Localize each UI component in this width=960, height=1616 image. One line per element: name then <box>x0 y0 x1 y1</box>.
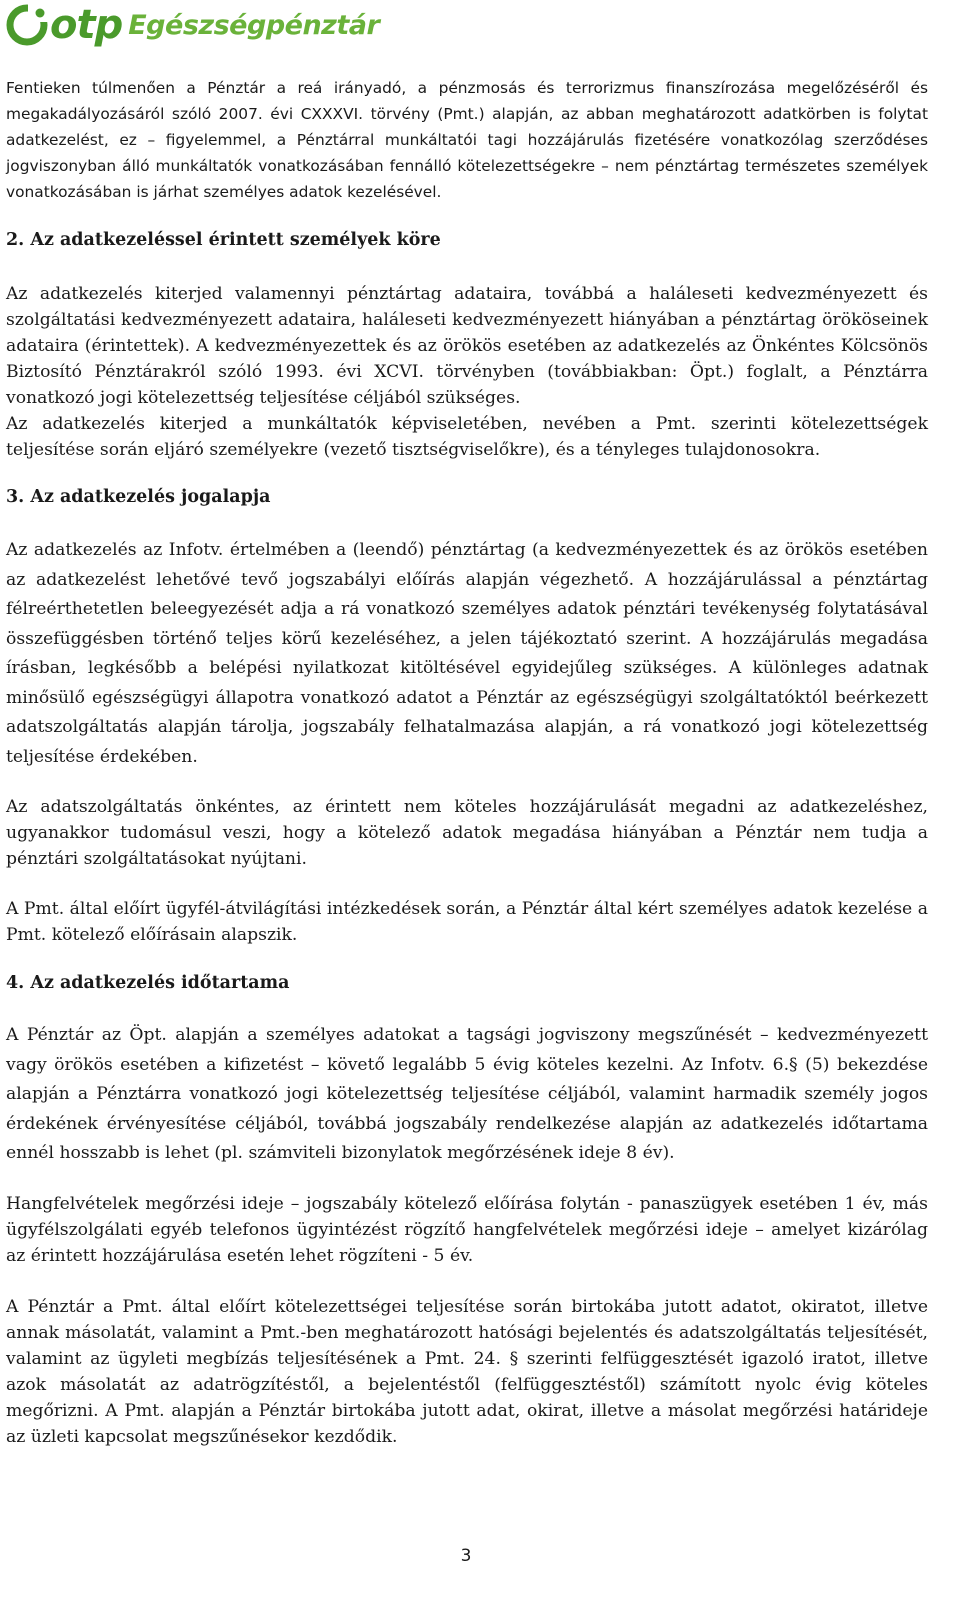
section-2-paragraph-2: Az adatkezelés kiterjed a munkáltatók képviseletében, nevében a Pmt. szerinti kötelezettségek teljesítése során eljáró személyekre (vezető tisztségviselőkre), és a tényleges tulajdonosokra. <box>6 414 928 460</box>
section-3-body-3 <box>6 896 928 948</box>
section-2-body <box>6 281 928 463</box>
section-4-paragraph-1: A Pénztár az Öpt. alapján a személyes adatokat a tagsági jogviszony megszűnését – kedvezményezett vagy örökös esetében a kifizetést – követő legalább 5 évig köteles kezelni. Az Infotv. 6.§ (5) bekezdése alapján a Pénztárra vonatkozó jogi kötelezettség teljesítése céljából, valamint harmadik személy jogos érdekének érvényesítése céljából, továbbá jogszabály rendelkezése alapján az adatkezelés időtartama ennél hosszabb is lehet (pl. számviteli bizonylatok megőrzésének ideje 8 év). <box>6 1025 928 1163</box>
section-2-heading: 2. Az adatkezeléssel érintett személyek köre <box>6 230 441 250</box>
otp-swirl-icon <box>6 4 48 46</box>
section-4-body-3 <box>6 1294 928 1450</box>
section-3-body <box>6 536 928 772</box>
section-3-paragraph-3: A Pmt. által előírt ügyfél-átvilágítási intézkedések során, a Pénztár által kért személyes adatok kezelése a Pmt. kötelező előírásain alapszik. <box>6 899 928 945</box>
logo-otp-text: otp <box>50 2 123 48</box>
intro-paragraph <box>6 75 928 205</box>
section-4-paragraph-3: A Pénztár a Pmt. által előírt kötelezettségei teljesítése során birtokába jutott adatot, okiratot, illetve annak másolatát, valamint a Pmt.-ben meghatározott hatósági bejelentés és adatszolgáltatás teljesítését, valamint az ügyleti megbízás teljesítésének a Pmt. 24. § szerinti felfüggesztését igazoló iratot, illetve azok másolatát az adatrögzítéstől, a bejelentéstől (felfüggesztéstől) számított nyolc évig köteles megőrizni. A Pmt. alapján a Pénztár birtokába jutott adat, okirat, illetve a másolat megőrzési határideje az üzleti kapcsolat megszűnésekor kezdődik. <box>6 1297 928 1447</box>
section-4-body <box>6 1021 928 1169</box>
logo-subtitle: Egészségpénztár <box>128 9 380 41</box>
section-2-paragraph-1: Az adatkezelés kiterjed valamennyi pénztártag adataira, továbbá a haláleseti kedvezményezett és szolgáltatási kedvezményezett adataira, haláleseti kedvezményezett hiányában a pénztártag örököseinek adataira (érintettek). A kedvezményezettek és az örökös esetében az adatkezelés az Önkéntes Kölcsönös Biztosító Pénztárakról szóló 1993. évi XCVI. törvényben (továbbiakban: Öpt.) foglalt, a Pénztárra vonatkozó jogi kötelezettség teljesítése céljából szükséges. <box>6 284 928 408</box>
section-3-paragraph-1: Az adatkezelés az Infotv. értelmében a (leendő) pénztártag (a kedvezményezettek és az örökös esetében az adatkezelést lehetővé tevő jogszabályi előírás alapján végezhető. A hozzájárulással a pénztártag félreérthetetlen beleegyezését adja a rá vonatkozó személyes adatok pénztári tevékenység folytatásával összefüggésben történő teljes körű kezeléséhez, a jelen tájékoztató szerint. A hozzájárulás megadása írásban, legkésőbb a belépési nyilatkozat kitöltésével egyidejűleg szükséges. A különleges adatnak minősülő egészségügyi állapotra vonatkozó adatot a Pénztár az egészségügyi szolgáltatóktól beérkezett adatszolgáltatás alapján tárolja, jogszabály felhatalmazása alapján, a rá vonatkozó jogi kötelezettség teljesítése érdekében. <box>6 540 928 767</box>
otp-logo <box>6 2 379 48</box>
intro-text: Fentieken túlmenően a Pénztár a reá irányadó, a pénzmosás és terrorizmus finanszírozása megelőzéséről és megakadályozásáról szóló 2007. évi CXXXVI. törvény (Pmt.) alapján, az abban meghatározott adatkörben is folytat adatkezelést, ez – figyelemmel, a Pénztárral munkáltatói tagi hozzájárulás fizetésére vonatkozólag szerződéses jogviszonyban álló munkáltatók vonatkozásában fennálló kötelezettségekre – nem pénztártag természetes személyek vonatkozásában is járhat személyes adatok kezelésével. <box>6 79 928 201</box>
page-number: 3 <box>460 1546 472 1566</box>
section-3-body-2 <box>6 794 928 872</box>
section-4-paragraph-2: Hangfelvételek megőrzési ideje – jogszabály kötelező előírása folytán - panaszügyek esetében 1 év, más ügyfélszolgálati egyéb telefonos ügyintézést rögzítő hangfelvételek megőrzési ideje – amelyet kizárólag az érintett hozzájárulása esetén lehet rögzíteni - 5 év. <box>6 1194 928 1266</box>
section-4-heading: 4. Az adatkezelés időtartama <box>6 973 290 993</box>
section-3-paragraph-2: Az adatszolgáltatás önkéntes, az érintett nem köteles hozzájárulását megadni az adatkezeléshez, ugyanakkor tudomásul veszi, hogy a kötelező adatok megadása hiányában a Pénztár nem tudja a pénztári szolgáltatásokat nyújtani. <box>6 797 928 869</box>
section-4-body-2 <box>6 1191 928 1269</box>
section-3-heading: 3. Az adatkezelés jogalapja <box>6 487 271 507</box>
